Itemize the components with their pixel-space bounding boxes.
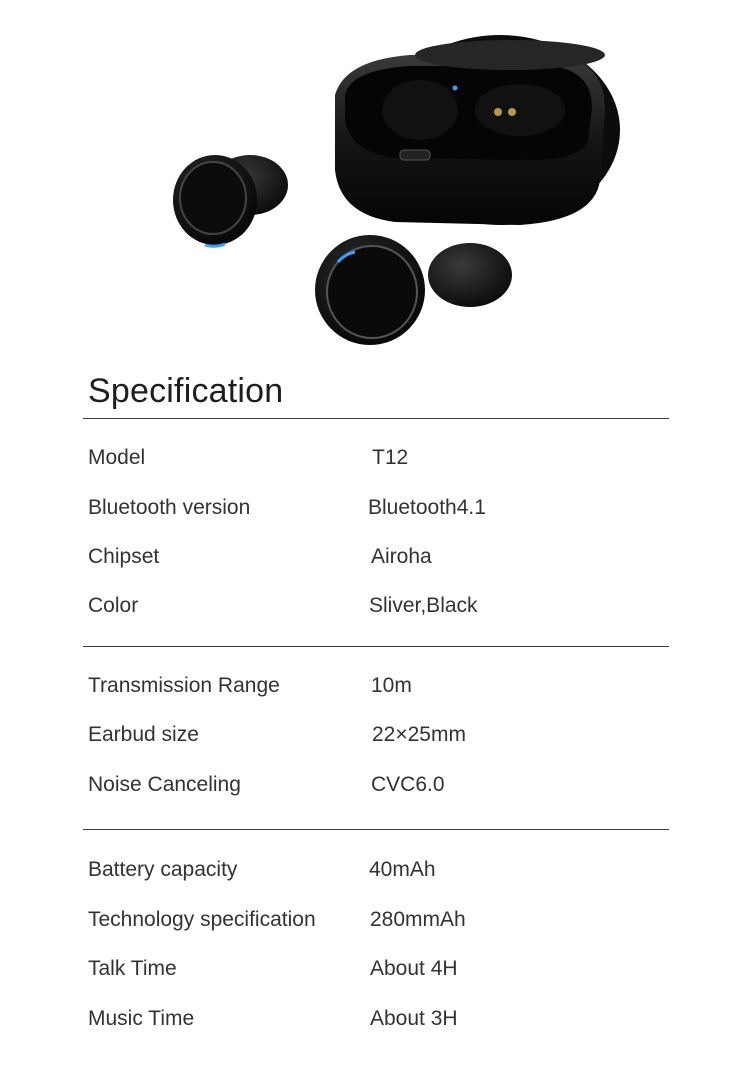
page-title: Specification: [88, 372, 284, 410]
spec-value: CVC6.0: [371, 773, 445, 796]
spec-label: Bluetooth version: [88, 496, 251, 519]
spec-label: Noise Canceling: [88, 773, 241, 796]
spec-value: T12: [372, 446, 409, 469]
charging-case: [335, 35, 620, 225]
spec-row: [0, 723, 750, 753]
divider: [83, 646, 669, 647]
right-earbud: [315, 235, 512, 345]
spec-value: Bluetooth4.1: [368, 496, 486, 519]
spec-value: About 3H: [370, 1007, 458, 1030]
spec-row: [0, 957, 750, 987]
spec-label: Music Time: [88, 1007, 195, 1030]
spec-value: Sliver,Black: [369, 594, 478, 617]
spec-label: Technology specification: [88, 908, 316, 931]
spec-row: [0, 674, 750, 704]
spec-label: Transmission Range: [88, 674, 280, 697]
spec-value: 22×25mm: [372, 723, 466, 746]
spec-label: Earbud size: [88, 723, 199, 746]
spec-row: [0, 594, 750, 624]
spec-value: Airoha: [371, 545, 432, 568]
spec-row: [0, 545, 750, 575]
spec-label: Talk Time: [88, 957, 177, 980]
divider: [83, 829, 669, 830]
spec-label: Battery capacity: [88, 858, 238, 881]
spec-row: [0, 858, 750, 888]
spec-label: Chipset: [88, 545, 160, 568]
spec-row: [0, 773, 750, 803]
spec-row: [0, 1007, 750, 1037]
left-earbud: [173, 155, 288, 246]
product-image: [0, 0, 750, 370]
spec-value: 10m: [371, 674, 412, 697]
spec-row: [0, 496, 750, 526]
spec-label: Model: [88, 446, 146, 469]
divider: [83, 418, 669, 419]
spec-value: 40mAh: [369, 858, 436, 881]
spec-label: Color: [88, 594, 139, 617]
spec-value: About 4H: [370, 957, 458, 980]
spec-row: [0, 908, 750, 938]
spec-value: 280mmAh: [370, 908, 466, 931]
spec-row: [0, 446, 750, 476]
